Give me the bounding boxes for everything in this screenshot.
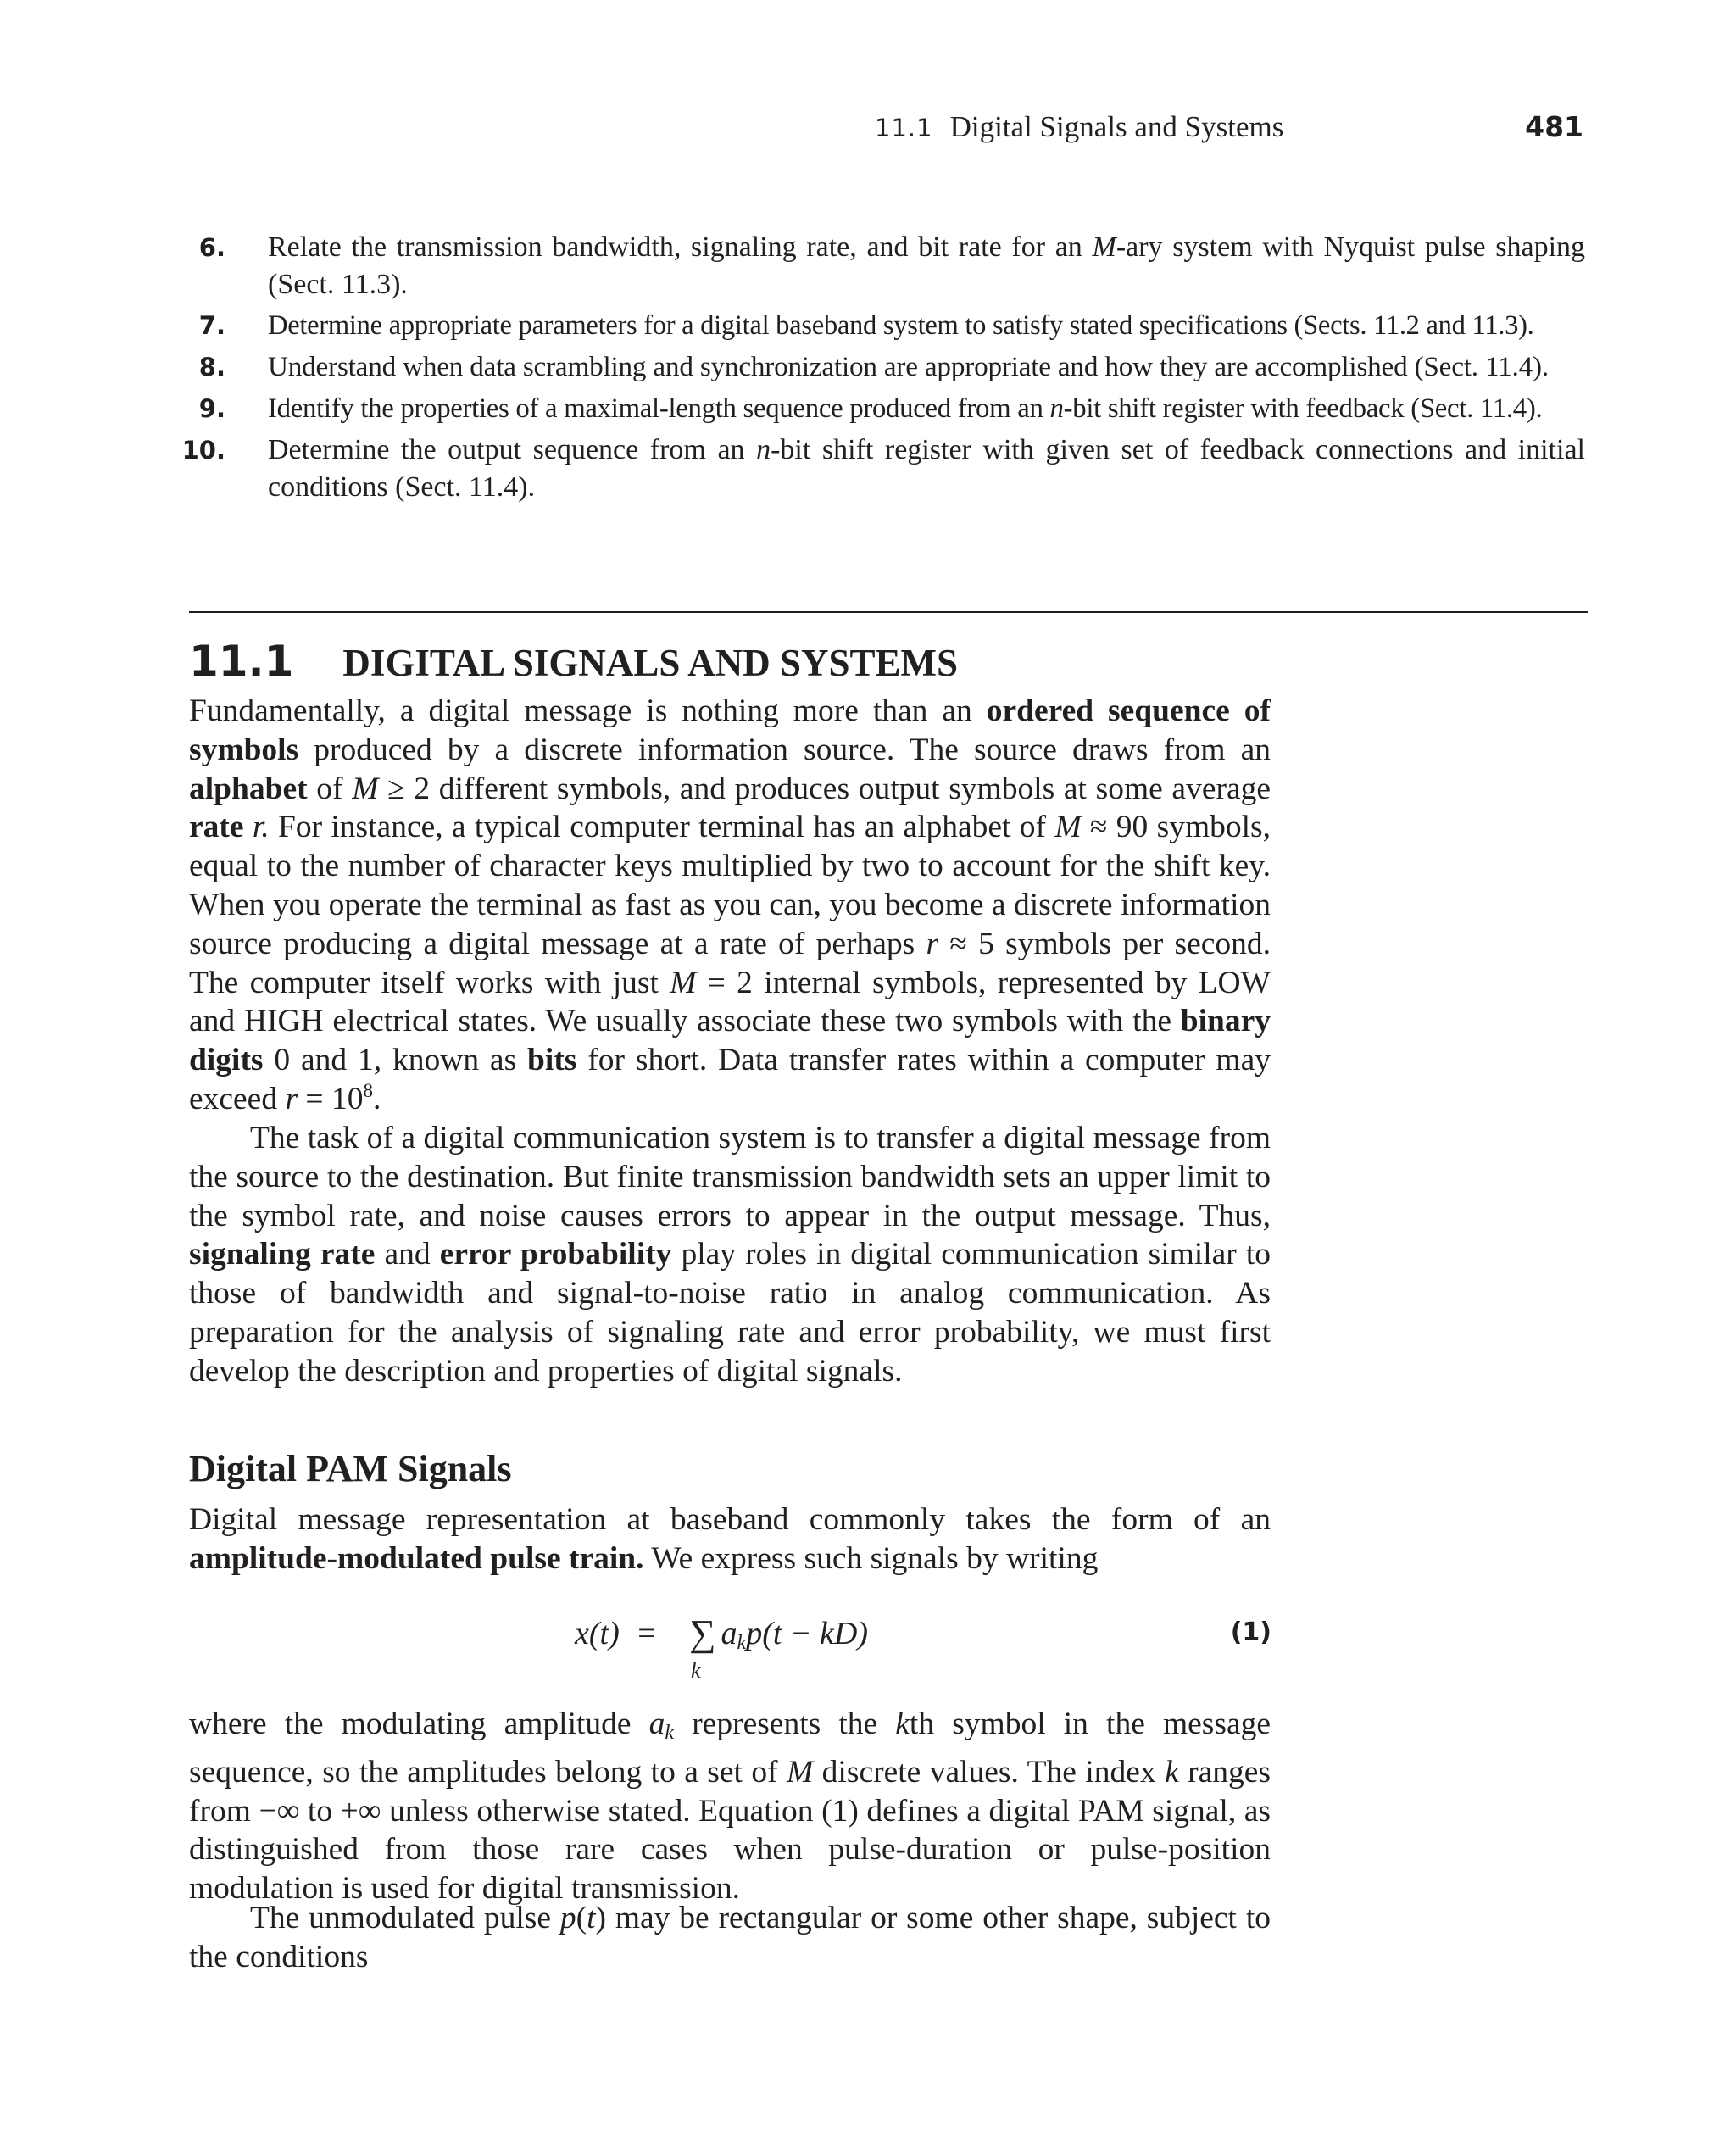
paragraph-amplitudes: where the modulating amplitude $a_k$ represents the kth symbol in the message sequence, so the amplitudes belong to a set of M discrete values. The index k ranges from −∞ to +∞ unless otherwise stated. Equation (1) defines a digital PAM signal, as distinguished from those rare cases when pulse-duration or pulse-position modulation is used for digital transmission. — [189, 1706, 1271, 1907]
running-header-title: Digital Signals and Systems — [949, 110, 1284, 143]
objective-item — [178, 229, 1585, 303]
summation-symbol: ∑ — [689, 1612, 716, 1654]
section-title: DIGITAL SIGNALS AND SYSTEMS — [342, 642, 959, 684]
section-heading — [189, 636, 958, 688]
objective-item — [178, 348, 1585, 386]
section-divider — [189, 611, 1588, 613]
objective-item — [178, 390, 1585, 427]
equation-term-subscript: k — [737, 1632, 747, 1654]
subsection-heading: Digital PAM Signals — [189, 1448, 512, 1489]
equation-lhs: x(t) — [575, 1616, 620, 1651]
objective-text: Understand when data scrambling and synchronization are appropriate and how they are accomplished (Sect. 11.4). — [268, 351, 1549, 382]
page-number: 481 — [1525, 110, 1583, 143]
objective-number: 7. — [198, 311, 225, 340]
equation-equals: = — [637, 1616, 656, 1651]
equation-number: (1) — [1230, 1617, 1271, 1647]
equation-term-pulse: p(t − kD) — [746, 1616, 869, 1651]
objective-number: 6. — [198, 233, 225, 262]
objective-text: Identify the properties of a maximal-length sequence produced from an n-bit shift register with feedback (Sect. 11.4). — [268, 393, 1543, 424]
objective-text: Relate the transmission bandwidth, signaling rate, and bit rate for an M-ary system with Nyquist pulse shaping (Sect. 11.3). — [268, 231, 1586, 300]
equation-term-a: a — [721, 1616, 737, 1651]
paragraph-task: The task of a digital communication system is to transfer a digital message from the source to the destination. But finite transmission bandwidth sets an upper limit to the symbol rate, and noise causes errors to appear in the output message. Thus, signaling rate and error probability play roles in digital communication similar to those of bandwidth and signal-to-noise ratio in analog communication. As preparation for the analysis of signaling rate and error probability, we must first develop the description and properties of digital signals. — [189, 1121, 1271, 1389]
paragraph-pulse-conditions: The unmodulated pulse p(t) may be rectangular or some other shape, subject to the conditions — [189, 1901, 1271, 1974]
section-number: 11.1 — [189, 637, 294, 686]
paragraph-intro: Fundamentally, a digital message is nothing more than an ordered sequence of symbols produced by a discrete information source. The source draws from an alphabet of M ≥ 2 different symbols, and produces output symbols at some average rate r. For instance, a typical computer terminal has an alphabet of M ≈ 90 symbols, equal to the number of character keys multiplied by two to account for the shift key. When you operate the terminal as fast as you can, you become a discrete information source producing a digital message at a rate of perhaps r ≈ 5 symbols per second. The computer itself works with just M = 2 internal symbols, represented by LOW and HIGH electrical states. We usually associate these two symbols with the binary digits 0 and 1, known as bits for short. Data transfer rates within a computer may exceed $r = 10^8$. — [189, 693, 1271, 1116]
paragraph-pam-intro: Digital message representation at baseband commonly takes the form of an amplitude-modulated pulse train. We express such signals by writing — [189, 1502, 1271, 1576]
objective-item — [178, 307, 1585, 344]
running-header-section-number: 11.1 — [875, 114, 933, 142]
objective-item — [178, 431, 1585, 506]
running-header — [875, 109, 1283, 147]
objective-text: Determine appropriate parameters for a digital baseband system to satisfy stated specifications (Sects. 11.2 and 11.3). — [268, 310, 1534, 341]
summation-index: k — [691, 1658, 701, 1683]
objective-number: 9. — [198, 394, 225, 423]
equation-1 — [575, 1614, 868, 1662]
objective-text: Determine the output sequence from an n-bit shift register with given set of feedback connections and initial conditions (Sect. 11.4). — [268, 434, 1585, 503]
objective-number: 8. — [198, 353, 225, 381]
objective-number: 10. — [181, 436, 225, 465]
